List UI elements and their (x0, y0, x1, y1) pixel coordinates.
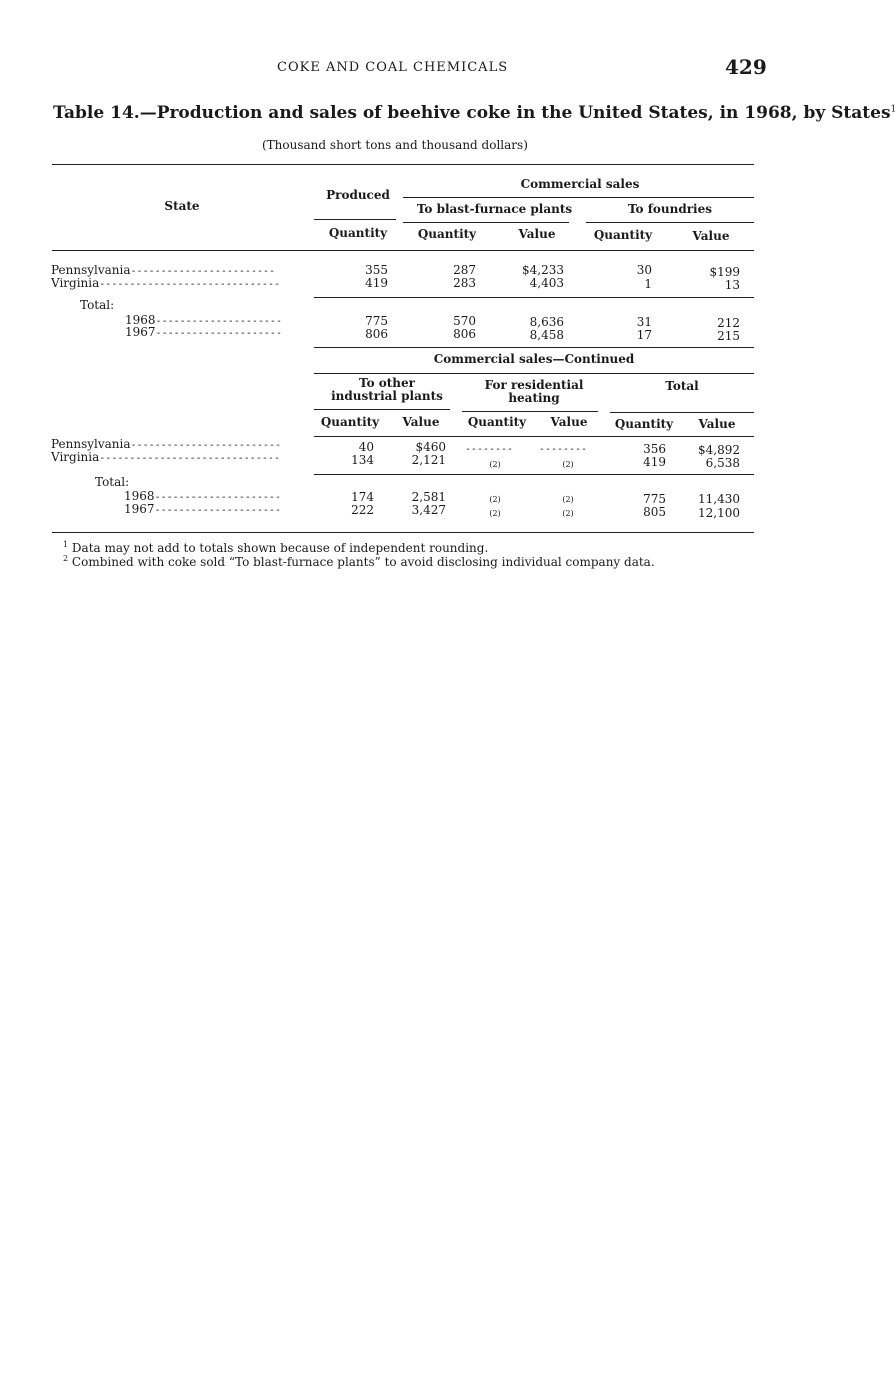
continued-rule (314, 373, 754, 374)
residential-value-header: Value (550, 415, 588, 429)
year-label: 1967 (124, 502, 155, 516)
blast-quantity-header: Quantity (417, 227, 477, 241)
commercial-sales-header: Commercial sales (520, 177, 640, 191)
bottom-rows-rule (314, 474, 754, 475)
state-header: State (164, 199, 200, 213)
cell: 11,430 (698, 492, 740, 506)
cell: 775 (643, 492, 666, 506)
blast-value-header: Value (518, 227, 556, 241)
other-value-header: Value (402, 415, 440, 429)
page-number: 429 (725, 55, 767, 79)
table-units: (Thousand short tons and thousand dollars) (262, 138, 528, 152)
cell: 174 (351, 490, 374, 504)
leader-dots: --------------------- (154, 505, 281, 516)
cell: 419 (643, 455, 666, 469)
table-title (53, 103, 896, 123)
cell: 2,581 (411, 490, 446, 504)
cell: 3,427 (411, 503, 446, 517)
running-head: COKE AND COAL CHEMICALS (277, 60, 509, 75)
cell: $4,892 (698, 443, 740, 457)
top-rule (52, 164, 754, 165)
footnote-mark: 2 (63, 554, 69, 563)
cell: (2) (489, 460, 501, 469)
cell: (2) (562, 460, 574, 469)
cell: $4,233 (522, 263, 564, 277)
cell: 570 (453, 314, 476, 328)
cell: -------- (538, 444, 588, 455)
cell: (2) (562, 509, 574, 518)
total-header: Total (665, 379, 699, 393)
residential-header-1: For residential (484, 378, 584, 392)
cell: 355 (365, 263, 388, 277)
blast-rule (403, 222, 569, 223)
year-label: 1968 (125, 313, 156, 327)
state-label: Virginia (51, 450, 100, 464)
state-label: Virginia (51, 276, 100, 290)
other-industrial-header-2: industrial plants (331, 389, 443, 403)
blast-furnace-header: To blast-furnace plants (416, 202, 573, 216)
footnote-text: Combined with coke sold “To blast-furnace plants” to avoid disclosing individual company data. (71, 555, 655, 569)
other-industrial-header-1: To other (359, 376, 415, 390)
cell: 356 (643, 442, 666, 456)
cell: 13 (724, 278, 740, 292)
table-bottom-rule (52, 532, 754, 533)
cell: 31 (636, 315, 652, 329)
produced-header: Produced (326, 188, 390, 202)
other-quantity-header: Quantity (320, 415, 380, 429)
cell: 1 (644, 277, 652, 291)
cell: 40 (358, 440, 374, 454)
total-label: Total: (95, 475, 130, 489)
cell: -------- (464, 444, 514, 455)
total-quantity-header: Quantity (614, 417, 674, 431)
produced-rule (314, 219, 396, 220)
total-value-header: Value (698, 417, 736, 431)
continued-header: Commercial sales—Continued (433, 352, 635, 366)
cell: 805 (643, 505, 666, 519)
leader-dots: ------------------------- (130, 440, 282, 451)
cell: $199 (709, 265, 740, 279)
other-rule (314, 409, 450, 410)
foundries-rule (586, 222, 754, 223)
footnote (63, 540, 488, 555)
bottom-row-label (51, 451, 280, 465)
residential-header-2: heating (508, 391, 560, 405)
bottom-total-label (124, 503, 281, 517)
produced-quantity-header: Quantity (328, 226, 388, 240)
top-header-rule (52, 250, 754, 251)
year-label: 1968 (124, 489, 155, 503)
cell: 806 (365, 327, 388, 341)
cell: (2) (489, 495, 501, 504)
cell: 212 (717, 316, 740, 330)
leader-dots: ------------------------------ (99, 279, 280, 290)
footnote-text: Data may not add to totals shown because of independent rounding. (71, 541, 489, 555)
state-label: Pennsylvania (51, 263, 131, 277)
cell: 775 (365, 314, 388, 328)
top-total-label (125, 326, 282, 340)
footnote (63, 554, 655, 569)
top-rows-rule (314, 297, 754, 298)
leader-dots: ------------------------ (130, 266, 276, 277)
cell: (2) (562, 495, 574, 504)
cell: 12,100 (698, 506, 740, 520)
table-title-text: Table 14.—Production and sales of beehive coke in the United States, in 1968, by States (53, 103, 891, 123)
cell: 8,458 (529, 328, 564, 342)
cell: 6,538 (705, 456, 740, 470)
cell: $460 (415, 440, 446, 454)
cell: 8,636 (529, 315, 564, 329)
foundries-header: To foundries (627, 202, 712, 216)
residential-quantity-header: Quantity (467, 415, 527, 429)
leader-dots: ------------------------------ (99, 453, 280, 464)
cell: 30 (636, 263, 652, 277)
residential-rule (462, 411, 598, 412)
cell: 134 (351, 453, 374, 467)
cell: 2,121 (411, 453, 446, 467)
cell: 806 (453, 327, 476, 341)
cell: 419 (365, 276, 388, 290)
leader-dots: --------------------- (154, 492, 281, 503)
footnote-mark: 1 (63, 540, 69, 549)
total-label: Total: (80, 298, 115, 312)
commercial-sales-rule (403, 197, 754, 198)
cell: (2) (489, 509, 501, 518)
total-rule (610, 412, 754, 413)
leader-dots: --------------------- (155, 328, 282, 339)
cell: 287 (453, 263, 476, 277)
state-label: Pennsylvania (51, 437, 131, 451)
title-footnote-ref: 1 (890, 104, 896, 115)
leader-dots: --------------------- (155, 316, 282, 327)
year-label: 1967 (125, 325, 156, 339)
foundries-quantity-header: Quantity (593, 228, 653, 242)
bottom-header-rule (314, 436, 754, 437)
top-row-label (51, 277, 280, 291)
cell: 4,403 (529, 276, 564, 290)
cell: 283 (453, 276, 476, 290)
cell: 222 (351, 503, 374, 517)
cell: 17 (636, 328, 652, 342)
top-bottom-rule (314, 347, 754, 348)
cell: 215 (717, 329, 740, 343)
foundries-value-header: Value (692, 229, 730, 243)
